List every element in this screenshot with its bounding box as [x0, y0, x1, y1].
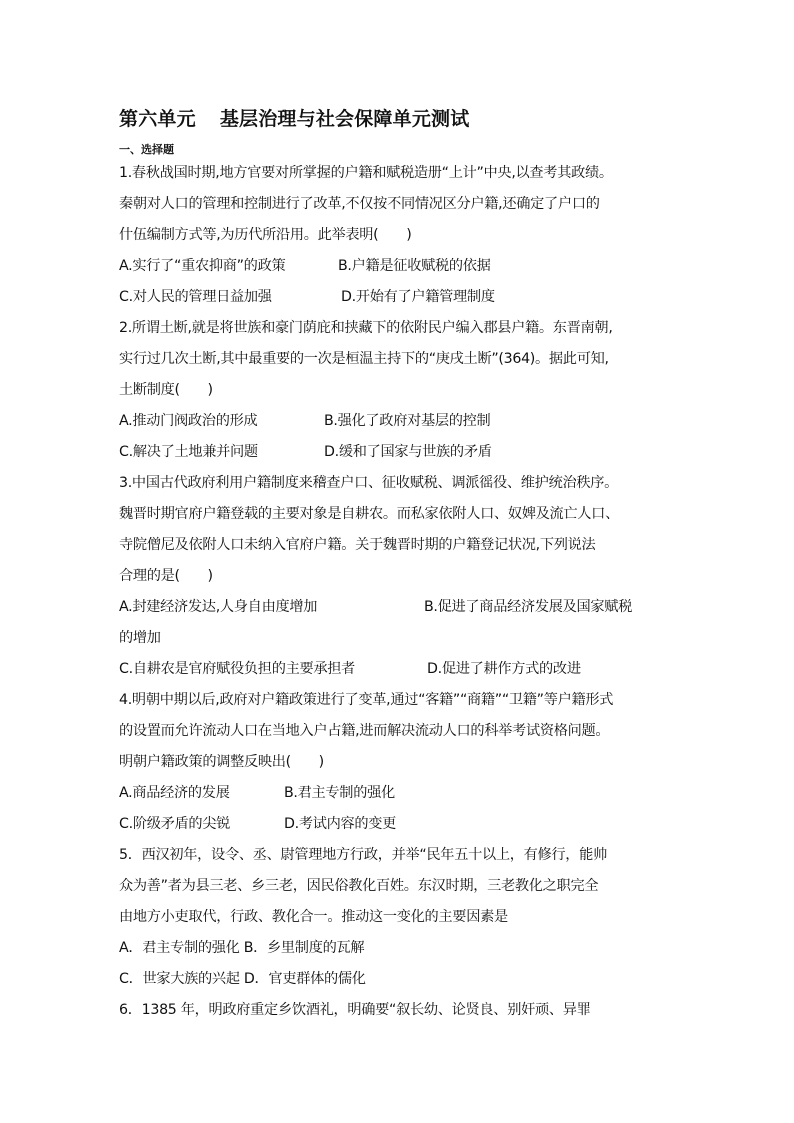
- question-4-options-ab: [119, 778, 679, 809]
- question-2-option-a: A.推动门阀政治的形成: [119, 413, 258, 429]
- question-1: [119, 158, 679, 313]
- question-1-stem-line-1: 1.春秋战国时期,地方官要对所掌握的户籍和赋税造册“上计”中央,以查考其政绩。: [119, 165, 613, 181]
- question-4-stem-line-3: 明朝户籍政策的调整反映出( ): [119, 754, 324, 770]
- question-4-option-b: B.君主专制的强化: [284, 785, 395, 801]
- question-2-option-c: C.解决了土地兼并问题: [119, 444, 258, 460]
- question-2-options-ab: [119, 406, 679, 437]
- question-1-option-b: B.户籍是征收赋税的依据: [338, 258, 491, 274]
- question-4-option-d: D.考试内容的变更: [284, 816, 397, 832]
- question-1-options-ab: [119, 251, 679, 282]
- question-3-stem-line-1: 3.中国古代政府利用户籍制度来稽查户口、征收赋税、调派徭役、维护统治秩序。: [119, 475, 619, 491]
- page-title: [119, 104, 679, 134]
- question-4: [119, 685, 679, 840]
- question-3-option-c: C.自耕农是官府赋役负担的主要承担者: [119, 661, 356, 677]
- question-3-option-a: A.封建经济发达,人身自由度增加: [119, 599, 318, 615]
- question-3: [119, 468, 679, 685]
- question-3-options-cd: [119, 654, 679, 685]
- document-content: [119, 104, 679, 1026]
- question-6-stem-line-1: 6．1385 年，明政府重定乡饮酒礼，明确要“叙长幼、论贤良、别奸顽、异罪: [119, 1002, 591, 1018]
- question-2-options-cd: [119, 437, 679, 468]
- section-heading: 一、选择题: [119, 143, 174, 156]
- question-4-stem-line-2: 的设置而允许流动人口在当地入户占籍,进而解决流动人口的科举考试资格问题。: [119, 723, 610, 739]
- question-1-options-cd: [119, 282, 679, 313]
- question-3-option-b: B.促进了商品经济发展及国家赋税: [424, 599, 633, 615]
- question-2-stem-line-2: 实行过几次土断,其中最重要的一次是桓温主持下的“庚戌土断”(364)。据此可知,: [119, 351, 609, 367]
- question-5-options-ab: A．君主专制的强化 B．乡里制度的瓦解: [119, 940, 365, 956]
- question-3-stem-line-4: 合理的是( ): [119, 568, 213, 584]
- question-6: [119, 995, 679, 1026]
- question-3-stem-line-3: 寺院僧尼及依附人口未纳入官府户籍。关于魏晋时期的户籍登记状况,下列说法: [119, 537, 596, 553]
- question-4-options-cd: [119, 809, 679, 840]
- question-1-stem-line-3: 什伍编制方式等,为历代所沿用。此举表明( ): [119, 227, 412, 243]
- question-4-option-a: A.商品经济的发展: [119, 785, 230, 801]
- question-2-option-d: D.缓和了国家与世族的矛盾: [324, 444, 492, 460]
- question-4-stem-line-1: 4.明朝中期以后,政府对户籍政策进行了变革,通过“客籍”“商籍”“卫籍”等户籍形式: [119, 692, 614, 708]
- question-2-stem-line-3: 土断制度( ): [119, 382, 213, 398]
- question-3-stem-line-2: 魏晋时期官府户籍登载的主要对象是自耕农。而私家依附人口、奴婢及流亡人口、: [119, 506, 619, 522]
- question-5: [119, 840, 679, 995]
- question-5-options-cd: C．世家大族的兴起 D．官吏群体的儒化: [119, 971, 366, 987]
- question-4-option-c: C.阶级矛盾的尖锐: [119, 816, 231, 832]
- question-5-stem-line-1: 5．西汉初年，设令、丞、尉管理地方行政，并举“民年五十以上，有修行，能帅: [119, 847, 607, 863]
- question-3-options-ab: [119, 592, 679, 623]
- question-1-option-d: D.开始有了户籍管理制度: [341, 289, 495, 305]
- question-1-option-c: C.对人民的管理日益加强: [119, 289, 272, 305]
- question-2: [119, 313, 679, 468]
- question-2-stem-line-1: 2.所谓土断,就是将世族和豪门荫庇和挟藏下的依附民户编入郡县户籍。东晋南朝,: [119, 320, 613, 336]
- title-unit: 第六单元: [119, 108, 196, 130]
- question-1-stem-line-2: 秦朝对人口的管理和控制进行了改革,不仅按不同情况区分户籍,还确定了户口的: [119, 196, 600, 212]
- question-5-stem-line-3: 由地方小吏取代，行政、教化合一。推动这一变化的主要因素是: [119, 909, 508, 925]
- question-2-option-b: B.强化了政府对基层的控制: [324, 413, 491, 429]
- question-1-option-a: A.实行了“重农抑商”的政策: [119, 258, 286, 274]
- question-3-option-b-continued: 的增加: [119, 630, 161, 646]
- question-3-option-d: D.促进了耕作方式的改进: [427, 661, 581, 677]
- question-5-stem-line-2: 众为善”者为县三老、乡三老，因民俗教化百姓。东汉时期，三老教化之职完全: [119, 878, 599, 894]
- title-subject: 基层治理与社会保障单元测试: [219, 108, 470, 130]
